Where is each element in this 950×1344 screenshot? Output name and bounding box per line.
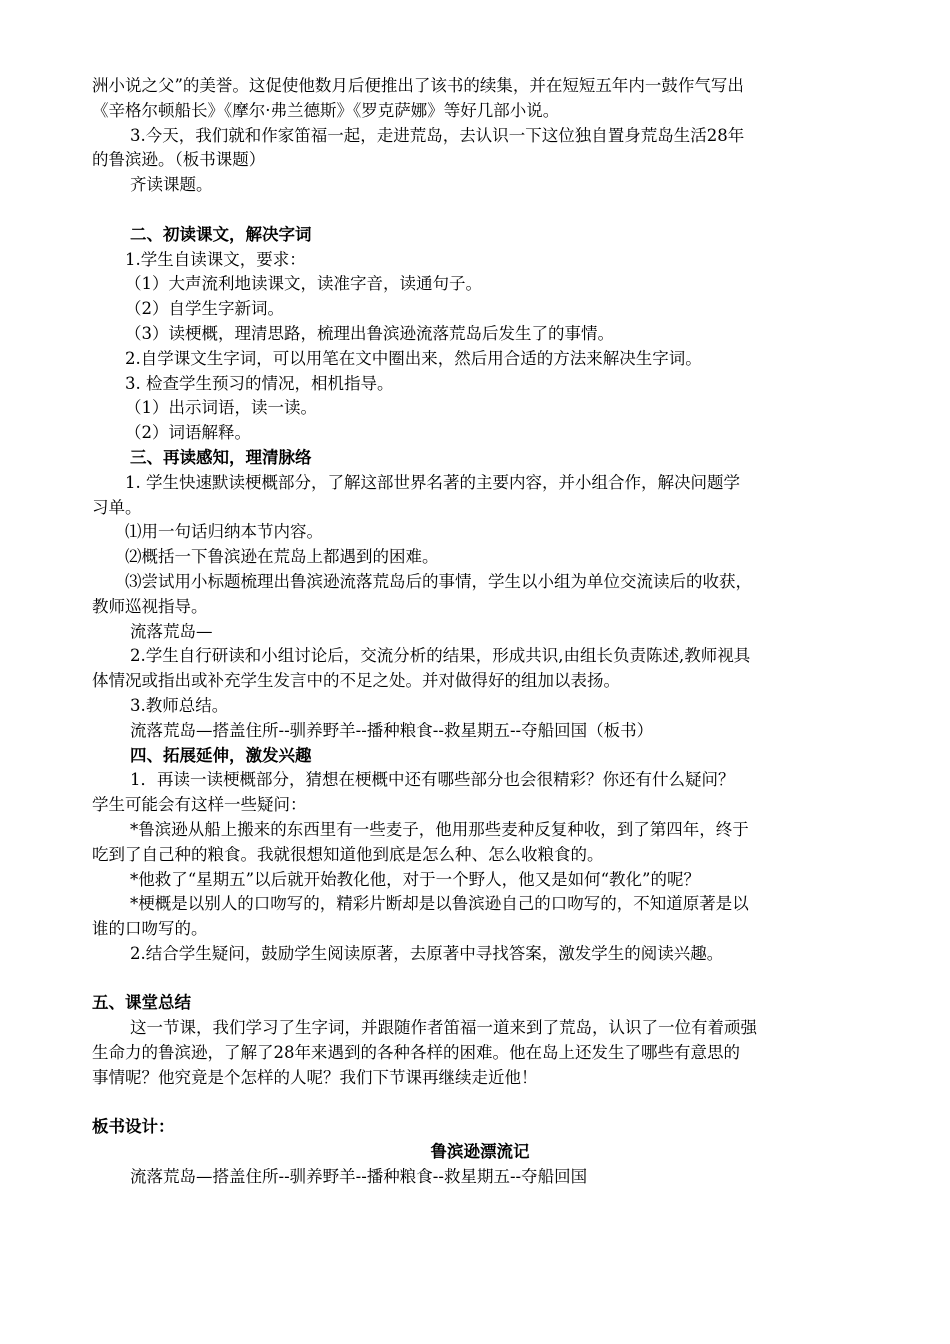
section2-item: 1.学生自读课文，要求： <box>125 249 306 269</box>
section2-item: （3）读梗概，理清思路，梳理出鲁滨逊流落荒岛后发生了的事情。 <box>125 323 614 343</box>
section2-heading: 二、初读课文，解决字词 <box>130 224 312 244</box>
section3-heading: 三、再读感知，理清脉络 <box>130 447 312 467</box>
board-heading: 板书设计： <box>92 1117 175 1137</box>
section3-para1-line1: 1. 学生快速默读梗概部分，了解这部世界名著的主要内容，并小组合作，解决问题学 <box>125 472 740 492</box>
section3-summary: 流落荒岛—搭盖住所--驯养野羊--播种粮食--救星期五--夺船回国（板书） <box>130 720 654 740</box>
section2-item: 3. 检查学生预习的情况，相机指导。 <box>125 373 394 393</box>
section4-para2: 2.结合学生疑问，鼓励学生阅读原著，去原著中寻找答案，激发学生的阅读兴趣。 <box>130 943 724 963</box>
section3-question3-line1: ⑶尝试用小标题梳理出鲁滨逊流落荒岛后的事情，学生以小组为单位交流读后的收获， <box>125 571 752 591</box>
section3-para2-line2: 体情况或指出或补充学生发言中的不足之处。并对做得好的组加以表扬。 <box>92 671 620 691</box>
section4-heading: 四、拓展延伸，激发兴趣 <box>130 745 312 765</box>
board-title: 鲁滨逊漂流记 <box>430 1142 530 1162</box>
section2-item: （2）自学生字新词。 <box>125 299 284 319</box>
spacer <box>92 967 868 992</box>
section3-drift: 流落荒岛— <box>130 621 213 641</box>
section4-bullet3-line2: 谁的口吻写的。 <box>92 919 208 939</box>
spacer <box>92 198 868 223</box>
section3-question1: ⑴用一句话归纳本节内容。 <box>125 522 323 542</box>
intro-para1-line2: 《辛格尔顿船长》《摩尔·弗兰德斯》《罗克萨娜》等好几部小说。 <box>92 100 560 120</box>
intro-para3: 齐读课题。 <box>130 175 213 195</box>
section4-bullet2: *他救了“星期五”以后就开始教化他，对于一个野人，他又是如何“教化”的呢？ <box>130 869 700 889</box>
section2-item: （2）词语解释。 <box>125 423 251 443</box>
intro-para2-line1: 3.今天，我们就和作家笛福一起，走进荒岛，去认识一下这位独自置身荒岛生活28年 <box>130 125 745 145</box>
section4-bullet3-line1: *梗概是以别人的口吻写的，精彩片断却是以鲁滨逊自己的口吻写的，不知道原著是以 <box>130 894 749 914</box>
section2-item: 2.自学课文生字词，可以用笔在文中圈出来，然后用合适的方法来解决生字词。 <box>125 348 702 368</box>
section3-para2-line1: 2.学生自行研读和小组讨论后，交流分析的结果，形成共识,由组长负责陈述,教师视具 <box>130 646 751 666</box>
section3-question2: ⑵概括一下鲁滨逊在荒岛上都遇到的困难。 <box>125 547 439 567</box>
board-line: 流落荒岛—搭盖住所--驯养野羊--播种粮食--救星期五--夺船回国 <box>130 1167 588 1187</box>
section2-item: （1）出示词语，读一读。 <box>125 398 317 418</box>
section4-para1: 1．再读一读梗概部分，猜想在梗概中还有哪些部分也会很精彩？你还有什么疑问？ <box>130 770 735 790</box>
section4-para1b: 学生可能会有这样一些疑问： <box>92 795 307 815</box>
spacer <box>92 1091 868 1116</box>
section5-line3: 事情呢？他究竟是个怎样的人呢？我们下节课再继续走近他！ <box>92 1067 538 1087</box>
section5-line2: 生命力的鲁滨逊，了解了28年来遇到的各种各样的困难。他在岛上还发生了哪些有意思的 <box>92 1043 740 1063</box>
section3-para3: 3.教师总结。 <box>130 695 229 715</box>
section4-bullet1-line2: 吃到了自己种的粮食。我就很想知道他到底是怎么种、怎么收粮食的。 <box>92 844 604 864</box>
section5-heading: 五、课堂总结 <box>92 993 191 1013</box>
document-page <box>92 74 868 1190</box>
section4-bullet1-line1: *鲁滨逊从船上搬来的东西里有一些麦子，他用那些麦种反复种收，到了第四年，终于 <box>130 819 749 839</box>
intro-para2-line2: 的鲁滨逊。（板书课题） <box>92 150 266 170</box>
section5-line1: 这一节课，我们学习了生字词，并跟随作者笛福一道来到了荒岛，认识了一位有着顽强 <box>130 1018 757 1038</box>
section3-question3-line2: 教师巡视指导。 <box>92 596 208 616</box>
section2-item: （1）大声流利地读课文，读准字音，读通句子。 <box>125 274 482 294</box>
intro-para1-line1: 洲小说之父”的美誉。这促使他数月后便推出了该书的续集，并在短短五年内一鼓作气写出 <box>92 76 744 95</box>
section3-para1-line2: 习单。 <box>92 497 142 517</box>
